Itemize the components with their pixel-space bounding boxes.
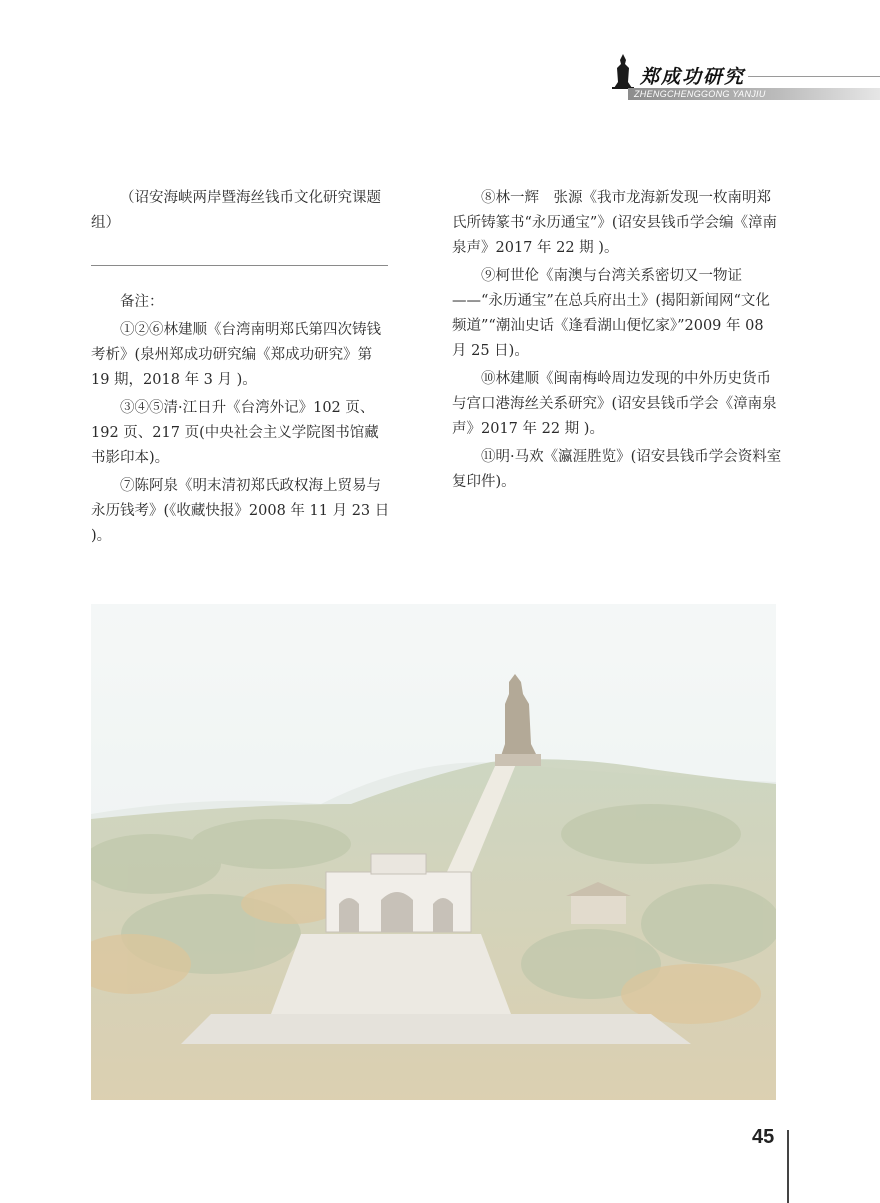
note-item: ⑩林建顺《闽南梅岭周边发现的中外历史货币与宫口港海丝关系研究》(诏安县钱币学会《漳南泉声》2017 年 22 期 )。 — [452, 371, 777, 437]
section-divider — [91, 265, 388, 266]
statue-icon — [608, 52, 638, 90]
note-item: ⑪明·马欢《瀛涯胜览》(诏安县钱币学会资料室复印件)。 — [452, 449, 782, 490]
note-item: ⑦陈阿泉《明末清初郑氏政权海上贸易与永历钱考》(《收藏快报》2008 年 11 月 23 日 )。 — [91, 478, 390, 544]
running-header — [600, 50, 880, 110]
notes-right — [452, 186, 782, 498]
note-item: ①②⑥林建顺《台湾南明郑氏第四次铸钱考析》(泉州郑成功研究编《郑成功研究》第 19 期，2018 年 3 月 )。 — [91, 322, 381, 388]
notes-left — [91, 290, 391, 552]
header-rule — [748, 76, 880, 77]
note-item: ⑧林一辉 张源《我市龙海新发现一枚南明郑氏所铸篆书“永历通宝”》(诏安县钱币学会编《漳南泉声》2017 年 22 期 )。 — [452, 190, 777, 256]
monument-photo — [91, 604, 776, 1100]
journal-title: 郑成功研究 — [640, 66, 746, 88]
page-rule — [787, 1130, 789, 1203]
note-item: ③④⑤清·江日升《台湾外记》102 页、192 页、217 页(中央社会主义学院图书馆藏书影印本)。 — [91, 400, 379, 466]
journal-subtitle: ZHENGCHENGGONG YANJIU — [634, 89, 766, 99]
page-number: 45 — [752, 1126, 775, 1148]
left-column — [91, 186, 388, 239]
notes-heading: 备注： — [120, 294, 164, 310]
attribution: （诏安海峡两岸暨海丝钱币文化研究课题组） — [91, 190, 381, 231]
note-item: ⑨柯世伦《南澳与台湾关系密切又一物证——“永历通宝”在总兵府出土》(揭阳新闻网“文化频道”“潮汕史话《逢看湖山便忆家》”2009 年 08 月 25 日)。 — [452, 268, 770, 359]
